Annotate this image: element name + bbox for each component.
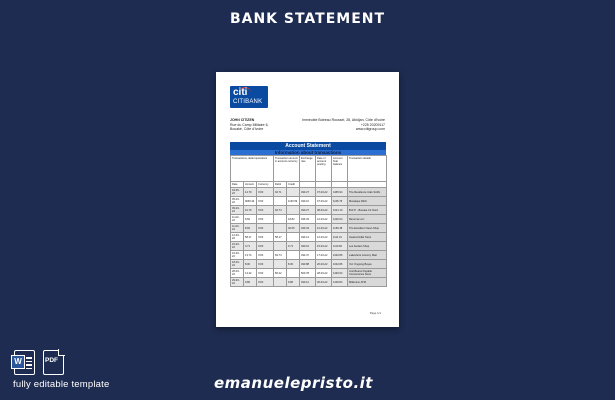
cell-posting: 15-03-22 (316, 242, 332, 251)
page-number: Page 1/1 (369, 311, 381, 315)
cell-rate: 490.16 (300, 242, 316, 251)
cell-date: 11-03-22 (231, 224, 244, 233)
statement-table (230, 142, 386, 287)
cell-posting: 30-03-22 (316, 278, 332, 287)
cell-details: Millenium ATM (348, 278, 387, 287)
table-row (231, 260, 387, 269)
cell-currency: XOF (257, 233, 274, 242)
cell-balance: 1220.04 (332, 215, 348, 224)
cell-debit: 58.17 (274, 233, 287, 242)
cell-credit (287, 233, 300, 242)
cell-currency: XOF (257, 260, 274, 269)
cell-date: 28-03-22 (231, 269, 244, 278)
cell-debit (274, 242, 287, 251)
cell-date: 04-05-22 (231, 188, 244, 197)
table-row (231, 224, 387, 233)
cell-details: Renoma LLC (348, 215, 387, 224)
cell-credit (287, 269, 300, 278)
cell-balance: 1169.48 (332, 224, 348, 233)
cell-debit: 69.74 (274, 251, 287, 260)
cell-credit: 18.82 (287, 215, 300, 224)
cell-posting: 17-03-22 (316, 251, 332, 260)
cell-rate: 500.78 (300, 269, 316, 278)
transactions-table (230, 155, 387, 287)
cell-posting: 12-03-22 (316, 233, 332, 242)
bank-web: www.citigroup.com (355, 127, 385, 132)
cell-rate: 490.47 (300, 251, 316, 260)
cell-amount: 10.79 (244, 206, 257, 215)
cell-credit (287, 206, 300, 215)
pdf-icon (43, 350, 64, 375)
cell-balance: 1110.60 (332, 242, 348, 251)
template-caption: fully editable template (13, 379, 110, 390)
cell-currency: XOF (257, 197, 274, 206)
cell-posting: 07-03-22 (316, 197, 332, 206)
statement-document (216, 72, 399, 327)
page-title: BANK STATEMENT (229, 11, 386, 27)
cell-amount: 14.79 (244, 188, 257, 197)
cell-posting: 12-03-22 (316, 224, 332, 233)
subheader-date: Date (231, 182, 244, 188)
cell-balance: 1105.76 (332, 197, 348, 206)
cell-currency: XOF (257, 278, 274, 287)
citibank-logo (230, 86, 268, 108)
cell-amount: 13.42 (244, 269, 257, 278)
cell-details: The Excellent Clean Shop (348, 224, 387, 233)
cell-credit (287, 188, 300, 197)
cell-balance: 1246.64 (332, 269, 348, 278)
cell-currency: XOF (257, 242, 274, 251)
cell-date: 11-03-22 (231, 215, 244, 224)
logo-sub: CITIBANK (233, 99, 263, 105)
word-lines-icon (26, 357, 32, 371)
table-row (231, 233, 387, 242)
table-row (231, 278, 387, 287)
cell-posting: 20-03-22 (316, 260, 332, 269)
cell-rate: 490.27 (300, 188, 316, 197)
cell-credit (287, 251, 300, 260)
cell-credit: 8.00 (287, 260, 300, 269)
cell-credit: 40.05 (287, 224, 300, 233)
table-row (231, 215, 387, 224)
cell-balance: 1032.86 (332, 260, 348, 269)
header-date-account: Date of account posting (316, 156, 332, 182)
cell-rate: 496.33 (300, 215, 316, 224)
cell-amount: 0.71 (244, 242, 257, 251)
cell-credit: 1193.59 (287, 197, 300, 206)
cell-date: 12-03-22 (231, 233, 244, 242)
cell-currency: XOF (257, 206, 274, 215)
cell-date: 16-03-22 (231, 251, 244, 260)
bank-phone: +225 20209117 (360, 122, 385, 127)
cell-details: Awaza Dollar Store (348, 233, 387, 242)
statement-subtitle: Information about transactions (230, 150, 386, 155)
cell-amount: 8.60 (244, 215, 257, 224)
table-header-row (231, 156, 387, 182)
cell-details: Mosaique Ritch (348, 197, 387, 206)
cell-debit: 92.74 (274, 206, 287, 215)
cell-debit: 92.71 (274, 188, 287, 197)
cell-amount: 58.17 (244, 233, 257, 242)
table-row (231, 188, 387, 197)
statement-title: Account Statement (230, 142, 386, 150)
cell-debit (274, 260, 287, 269)
bank-addr1: Immeuble Botreau Roussel, 28, Abidjan, Côte d'Ivoire (302, 118, 385, 122)
table-row (231, 206, 387, 215)
cell-date: 29-03-22 (231, 278, 244, 287)
cell-currency: XOF (257, 188, 274, 197)
cell-posting: 12-03-22 (316, 215, 332, 224)
customer-addr1: Rue du Camp Militaire 6, (230, 122, 269, 127)
cell-rate: 490.88 (300, 260, 316, 269)
cell-date: 15-03-22 (231, 242, 244, 251)
cell-amount: 9060.34 (244, 197, 257, 206)
cell-balance: 4465.94 (332, 188, 348, 197)
cell-debit (274, 197, 287, 206)
subheader-debit: Debit (274, 182, 287, 188)
cell-details: The Residence Cafe SARL (348, 188, 387, 197)
customer-name: JOHN CITIZEN (230, 118, 255, 122)
cell-balance: 1111.31 (332, 233, 348, 242)
cell-details: Les Ateliers Shop (348, 242, 387, 251)
page-fold-icon (58, 349, 65, 356)
customer-address (230, 118, 269, 132)
cell-details: Yez Ongoing Bayes (348, 260, 387, 269)
cell-currency: XOF (257, 215, 274, 224)
bank-address (302, 118, 385, 132)
header-details: Transaction details (348, 156, 387, 182)
cell-amount: 8.60 (244, 224, 257, 233)
table-row (231, 251, 387, 260)
cell-details: B.R.P. - Bouake Ctr Nord (348, 206, 387, 215)
cell-rate: 490.12 (300, 278, 316, 287)
cell-details: Just Beans Payable Convenience Store (348, 269, 387, 278)
logo-brand: citi (233, 87, 248, 98)
cell-debit: 86.22 (274, 269, 287, 278)
cell-amount: 8.00 (244, 260, 257, 269)
table-row (231, 269, 387, 278)
subheader-currency: Currency (257, 182, 274, 188)
pdf-label: PDF (45, 357, 58, 364)
cell-debit (274, 224, 287, 233)
cell-credit: 0.71 (287, 242, 300, 251)
customer-addr2: Bouaké, Côte d'Ivoire (230, 127, 264, 132)
cell-debit (274, 278, 287, 287)
website-link[interactable]: emanuelepristo.it (214, 374, 373, 392)
subheader-amount: Amount (244, 182, 257, 188)
cell-date: 18-03-22 (231, 260, 244, 269)
header-exchange: Exchange rate (300, 156, 316, 182)
cell-rate: 490.14 (300, 233, 316, 242)
cell-credit: 9.80 (287, 278, 300, 287)
cell-amount: 9.80 (244, 278, 257, 287)
subheader-credit: Credit (287, 182, 300, 188)
cell-posting: 07-03-22 (316, 188, 332, 197)
cell-debit (274, 215, 287, 224)
cell-balance: 1021.19 (332, 206, 348, 215)
header-transactions: Transactions, detail operations (231, 156, 274, 182)
cell-posting: 28-03-22 (316, 269, 332, 278)
header-account: Account final balance (332, 156, 348, 182)
cell-rate: 490.10 (300, 197, 316, 206)
cell-posting: 08-03-22 (316, 206, 332, 215)
table-row (231, 197, 387, 206)
cell-currency: XOF (257, 224, 274, 233)
cell-date: 05-03-22 (231, 197, 244, 206)
cell-balance: 1236.84 (332, 278, 348, 287)
cell-amount: 13.74 (244, 251, 257, 260)
cell-balance: 1040.86 (332, 251, 348, 260)
cell-rate: 490.33 (300, 224, 316, 233)
word-icon (14, 350, 35, 375)
word-badge: W (11, 355, 25, 369)
cell-details: Lakeshore Grocery Mart (348, 251, 387, 260)
cell-currency: XOF (257, 251, 274, 260)
header-amount: Transaction amount in account currency (274, 156, 300, 182)
cell-rate: 490.27 (300, 206, 316, 215)
cell-currency: XOF (257, 269, 274, 278)
table-row (231, 242, 387, 251)
cell-date: 09-03-22 (231, 206, 244, 215)
